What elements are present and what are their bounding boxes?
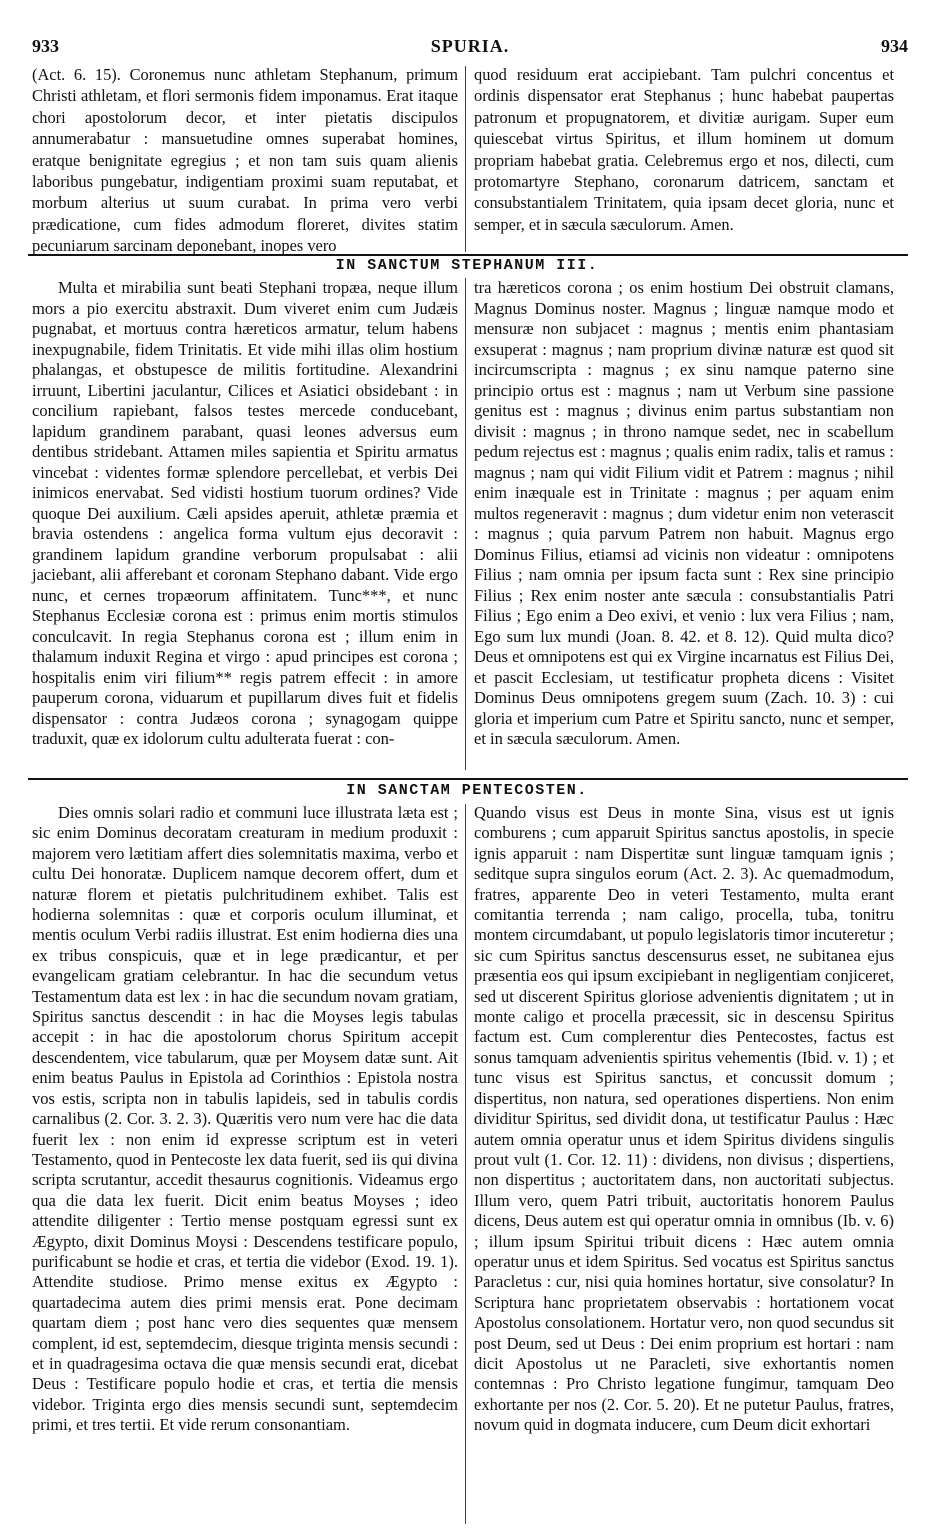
section1-right-column xyxy=(474,64,894,235)
section1-left-column xyxy=(32,64,458,257)
section-rule xyxy=(28,778,908,780)
page-number-left: 933 xyxy=(32,36,59,56)
section3-right-text: Quando visus est Deus in monte Sina, visus est ut ignis comburens ; cum apparuit Spiritus sanctus apostolis, in specie ignis apparuit : nam Dispertitæ sunt linguæ tamquam ignis ; seditque supra singulos eorum (Act. 2. 3). Ac quemadmodum, fratres, apparente Deo in veteri Testamento, multa erant comitantia terrenda ; nam caligo, procella, tuba, tonitru montem circumdabant, ut populo legislatoris timor incuteretur ; sic cum Spiritus sanctus descensurus esset, ne subitanea ejus præsentia eos qui ipsum excipiebant in negligentiam conjiceret, sed ut discerent Spiritus gloriose advenientis dignitatem ; ut in monte caligo et procella præcessit, sic in descensu Spiritus factum est. Cum complerentur dies Pentecostes, factus est sonus tamquam advenientis spiritus vehementis (Ibid. v. 1) ; et tunc visus est Spiritus sanctus, et concussit domum ; dispertitus, non natura, sed operationes dispertiens. Non enim dividitur Spiritus, sed dividit dona, ut testificatur Paulus : Hæc autem omnia operatur unus et idem Spiritus dividens singulis prout vult (1. Cor. 12. 11) : dividens, non divisus ; dispertiens, non dispertitus ; auctoritatem dans, non auctoritati subjectus. Illum vero, quem Patri tribuit, auctoritatis honorem Paulus dicens, Deus autem est qui operatur omnia in omnibus (Ib. v. 6) ; illum ipsum Spiritui tribuit dicens : Hæc autem omnia operatur unus et idem Spiritus. Sed vocatus est Spiritus sanctus Paracletus : cur, nisi quia homines hortatur, sive consolatur? In Scriptura hanc proprietatem observabis : hortationem vocat Apostolus consolationem. Hortatur vero, non quod secundus sit post Deum, sed ut Deus : Dei enim proprium est hortari : nam dicit Apostolus ut ne Paracleti, sive exhortantis nomen contemnas : Pro Christo legatione fungimur, tamquam Deo exhortante per nos (2. Cor. 5. 20). Et ne putetur Paulus, fratres, novum quid in dogmata inducere, cum Deum dicit exhortari xyxy=(474,803,894,1435)
section2-title: IN SANCTUM STEPHANUM III. xyxy=(335,257,599,274)
section2-right-text: tra hæreticos corona ; os enim hostium Dei obstruit clamans, Magnus Dominus noster. Magnus ; linguæ namque modo et mensuræ non subjacet : magnus ; mentis enim phantasiam exsuperat : magnus ; nam proprium divinæ naturæ est quod sit incircumscripta : magnus ; ex sinu namque paterno sine principio ortus est : magnus ; nam ut Verbum sine passione genitus est : magnus ; divinus enim partus substantiam non divisit : magnus ; in throno namque sedet, nec in scabellum pedum rejectus est : magnus ; qualis enim radix, talis et ramus : magnus ; nam qui vidit Filium vidit et Patrem : magnus ; nihil enim inæquale est in Trinitate : magnus ; per aquam enim multos regeneravit : magnus ; dum videtur enim non veterascit : magnus ; quia parvum Patrem non habuit. Magnus ergo Dominus Filius, etiamsi ad vicinis non videatur : omnipotens Filius ; nam omnia per ipsum facta sunt : Rex sine principio Filius ; Rex enim noster ante sæcula : consubstantialis Patri Filius ; Ego enim a Deo exivi, et venio : lux vera Filius ; nam, Ego sum lux mundi (Joan. 8. 42. et 8. 12). Quid multa dico? Deus et omnipotens est qui ex Virgine incarnatus est Filius Dei, et pascit Ecclesiam, ut testificatur propheta dicens : Visitet Dominus Deus omnipotens gregem suum (Zach. 10. 3) : cui gloria et imperium cum Patre et Spiritu sancto, nunc et semper, et in sæcula sæculorum. Amen. xyxy=(474,278,894,748)
column-divider xyxy=(465,66,466,252)
column-divider xyxy=(465,278,466,770)
section3-title: IN SANCTAM PENTECOSTEN. xyxy=(346,782,588,799)
section2-right-column xyxy=(474,278,894,750)
section1-left-text: (Act. 6. 15). Coronemus nunc athletam Stephanum, primum Christi athletam, et flori sermonis fidem imponamus. Erat itaque chori apostolorum decor, et inter pietatis discipulos annumerabatur : mansuetudine omnes superabat homines, eratque benignitate egregius ; et non tam suis quam alienis laboribus pungebatur, indigentiam proximi suam reputabat, et morbum alterius ut suum curabat. In prima vero verbi prædicatione, cum fides admodum floreret, divites statim pecuniarum sarcinam deponebant, inopes vero xyxy=(32,65,458,256)
page-number-right: 934 xyxy=(881,36,908,56)
section3-left-column xyxy=(32,803,458,1436)
section3-right-column xyxy=(474,803,894,1436)
page-header xyxy=(32,36,908,62)
running-title: SPURIA. xyxy=(430,36,510,56)
section2-left-text: Multa et mirabilia sunt beati Stephani tropæa, neque illum mors a pio exercitu abstraxit. Dum viveret enim cum Judæis pugnabat, et mortuus contra hæreticos armatur, telum habens inexpugnabile, fidem Trinitatis. Et vide mihi illas olim hostium phalangas, et obstupesce de militis fortitudine. Alexandrini irruunt, Libertini jaculantur, Cilices et Asiatici obsidebant : in concilium rapiebant, falsos testes mercede conducebant, lapidum grandinem parabant, quasi leones adversus eum dentibus stridebant. Attamen miles sapientia et Spiritu armatus vincebat : videntes formæ splendore percellebat, et verbis Dei inimicos enervabat. Sed vidisti hostium tuorum ordines? Vide quoque Dei auxilium. Cæli apsides aperuit, athletæ præmia et bravia ostendens : angelica forma vultum ejus decoravit : grandinem lapidum grandine verborum propulsabat : alii jaciebant, alii afferebant et coronam Stephano dabant. Vide ergo nunc, et cernes tropæorum affinitatem. Tunc***, et nunc Stephanus Ecclesiæ corona est : primus enim mortis stimulos conculcavit. In regia Stephanus corona est ; illum enim in thalamum induxit Regina et virgo : apud principes est corona ; hospitalis enim viri filium** regis patrem effecit : in amore pauperum corona, viduarum et pupillarum dives fuit et fidelis dispensator : contra Judæos corona ; synagogam quippe traduxit, quæ ex idolorum cultu adulterata fuerat : con- xyxy=(32,278,458,748)
column-divider xyxy=(465,804,466,1524)
section2-left-column xyxy=(32,278,458,750)
section1-right-text: quod residuum erat accipiebant. Tam pulchri concentus et ordinis dispensator erat Stephanus ; hunc habebat paupertas patronum et propugnatorem, et divitiæ aurigam. Super eum quiescebat virtus Spiritus, et illum hominem ut domum propriam habebat gratia. Celebremus ergo et nos, dilecti, cum protomartyre Stephano, coronarum datricem, sanctam et consubstantialem Trinitatem, quia ipsam decet gloria, nunc et semper, et in sæcula sæculorum. Amen. xyxy=(474,65,894,234)
section-rule xyxy=(28,254,908,256)
section3-left-text: Dies omnis solari radio et communi luce illustrata læta est ; sic enim Dominus decoratam creaturam in medium produxit : majorem vero lætitiam affert dies solemnitatis maxima, verbo et cultu Dei honoratæ. Duplicem namque decorem offert, dum et naturæ florem et pietatis pulchritudinem exhibet. Talis est hodierna solemnitas : quæ et corporis oculum illuminat, et mentis oculum Verbi radiis illustrat. Est enim hodierna dies una ex tribus conspicuis, quæ et in lege prædicantur, et per evangelicam gratiam celebrantur. In hac die secundum vetus Testamentum data est lex : in hac die secundum novam gratiam, Spiritus sanctus descendit : in hac die Moyses legis tabulas accepit : in hac die apostolorum chorus Spiritum accepit descendentem, vice tabularum, quæ per Moysem datæ sunt. Ait enim beatus Paulus in Epistola ad Corinthios : Epistola nostra vos estis, scripta non in tabulis lapideis, sed in tabulis cordis carnalibus (2. Cor. 3. 2. 3). Quæritis vero num vere hac die data fuerit lex : non enim id expresse scriptum est in veteri Testamento, quod in Pentecoste lex data fuerit, sed iis qui divina scripta scrutantur, accedit thesaurus cognitionis. Videamus ergo qua die data lex fuerit. Dicit enim beatus Moyses ; ideo attendite diligenter : Tertio mense postquam egressi sunt ex Ægypto, dixit Dominus Moysi : Descendens testificare populo, purificabunt se hodie et cras, et tertia die videbor (Exod. 19. 1). Attendite studiose. Primo mense exitus ex Ægypto : quartadecima autem dies primi mensis erat. Pone decimam quartam diem ; post hanc vero dies sequentes quæ mensem complent, id est, septemdecim, diesque triginta mensis secundi : et in quadragesima octava die quæ mensis secundi erat, dicebat Deus : Testificare populo hodie et cras, et tertia die mensis videbor. Triginta ergo dies mensis secundi sunt, septemdecim primi, et tres tertii. Et vide rerum consonantiam. xyxy=(32,803,458,1435)
